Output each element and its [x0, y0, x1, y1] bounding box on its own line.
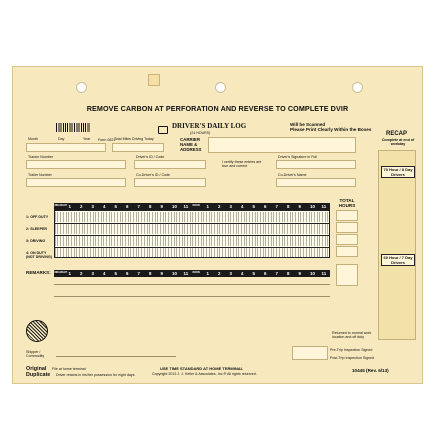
- binder-hole-left: [76, 82, 87, 93]
- recap-60-hour: 60 Hour / 7 Day Drivers: [381, 254, 415, 266]
- trailer-number-label: Trailer Number: [28, 173, 52, 177]
- shipper-line: [56, 356, 176, 357]
- form-number: Form 0821: [98, 138, 116, 142]
- total-miles-field[interactable]: [112, 143, 164, 152]
- recap-70-hour: 70 Hour / 8 Day Drivers: [381, 166, 415, 178]
- hour-label: 8: [287, 271, 290, 276]
- hour-label: 10: [172, 204, 177, 209]
- hour-label: 9: [160, 271, 163, 276]
- hour-label: 2: [218, 271, 221, 276]
- remarks-line-2: [54, 296, 330, 297]
- month-label: Month: [28, 137, 38, 141]
- log-subtitle: (24 HOURS): [190, 131, 211, 135]
- product-number: 10445 (Rev. 6/13): [352, 368, 389, 373]
- day-label: Day: [58, 137, 65, 141]
- trip-inspection-box[interactable]: [292, 346, 328, 360]
- carrier-label-2: NAME &: [180, 142, 198, 147]
- total-hours-label: TOTAL HOURS: [338, 198, 356, 208]
- hour-label: 11: [183, 271, 189, 276]
- hour-label: 5: [114, 204, 117, 209]
- pre-trip-label: Pre-Trip Inspection Signed: [330, 348, 373, 352]
- carrier-field[interactable]: [208, 137, 356, 153]
- shipper-label: Shipper / Commodity: [26, 350, 45, 358]
- hours-top: [54, 203, 330, 210]
- hour-label: 7: [275, 271, 278, 276]
- hour-label: 9: [298, 204, 301, 209]
- barcode: [56, 123, 90, 132]
- duplicate-note: Driver retains in his/her possession for eight days: [56, 373, 135, 377]
- log-grid[interactable]: [54, 210, 330, 258]
- hour-label: 1: [206, 204, 209, 209]
- tractor-number-label: Tractor Number: [28, 155, 54, 159]
- hour-label: 11: [321, 271, 327, 276]
- tractor-number-field[interactable]: [26, 160, 126, 169]
- hour-label: 3: [229, 271, 232, 276]
- carrier-label-3: ADDRESS: [180, 147, 202, 152]
- hour-label: 10: [310, 204, 315, 209]
- remarks-label: REMARKS:: [26, 270, 51, 275]
- original-label: Original: [26, 366, 47, 372]
- remarks-total-box[interactable]: [336, 264, 358, 286]
- carrier-label-1: CARRIER: [180, 137, 201, 142]
- hour-label: 1: [68, 271, 71, 276]
- feed-mark: [148, 74, 160, 86]
- row-label-off-duty: 1: OFF DUTY: [26, 215, 49, 219]
- log-title: DRIVER'S DAILY LOG: [172, 122, 247, 130]
- truck-logo-icon: [158, 126, 168, 134]
- hour-label: 2: [80, 271, 83, 276]
- post-trip-label: Post-Trip Inspection Signed: [330, 356, 375, 360]
- hour-label: 3: [91, 204, 94, 209]
- recap-panel: [378, 150, 416, 340]
- time-standard: USE TIME STANDARD AT HOME TERMINAL: [160, 366, 244, 371]
- co-driver-name-label: Co-Driver's Name: [278, 173, 307, 177]
- total-hours-boxes[interactable]: [336, 210, 358, 258]
- hour-label: 4: [103, 271, 106, 276]
- hour-label: 6: [126, 271, 129, 276]
- copyright: Copyright 2013 J. J. Keller & Associates, Inc.® All rights reserved.: [152, 372, 257, 376]
- hour-label: 4: [103, 204, 106, 209]
- hour-label: 9: [298, 271, 301, 276]
- duplicate-label: Duplicate: [26, 372, 51, 378]
- hour-label: NOON: [192, 271, 200, 274]
- returned-note: Returned to normal work location and off duty: [332, 331, 372, 339]
- hour-label: MID-NIGHT: [54, 271, 68, 274]
- co-driver-id-field[interactable]: [134, 178, 206, 187]
- driver-id-label: Driver's ID / Code: [136, 155, 165, 159]
- trailer-number-field[interactable]: [26, 178, 126, 187]
- hour-label: 3: [229, 204, 232, 209]
- row-label-on-duty: 4: ON DUTY (NOT DRIVING): [26, 251, 52, 259]
- hour-label: 5: [252, 204, 255, 209]
- hour-label: 11: [321, 204, 327, 209]
- hour-label: 10: [310, 271, 315, 276]
- co-driver-id-label: Co-Driver's ID / Code: [136, 173, 171, 177]
- header-title: REMOVE CARBON AT PERFORATION AND REVERSE TO COMPLETE DVIR: [86, 104, 349, 113]
- original-note: File at home terminal: [52, 367, 86, 371]
- hour-label: 7: [275, 204, 278, 209]
- remarks-line-1: [54, 284, 330, 285]
- hour-label: 6: [264, 271, 267, 276]
- hour-label: 1: [68, 204, 71, 209]
- hour-label: 9: [160, 204, 163, 209]
- binder-hole-center: [215, 82, 226, 93]
- hour-label: 4: [241, 271, 244, 276]
- hour-label: 2: [218, 204, 221, 209]
- hour-label: 8: [149, 204, 152, 209]
- hour-label: 6: [126, 204, 129, 209]
- hour-label: 1: [206, 271, 209, 276]
- certify-text: I certify these entries are true and correct: [222, 160, 262, 168]
- driver-signature-label: Driver's Signature in Full: [278, 155, 318, 159]
- driver-id-field[interactable]: [134, 160, 206, 169]
- row-label-sleeper: 2: SLEEPER: [26, 227, 47, 231]
- date-field[interactable]: [26, 143, 106, 152]
- hour-label: 4: [241, 204, 244, 209]
- hour-label: 2: [80, 204, 83, 209]
- hour-label: MID-NIGHT: [54, 204, 68, 207]
- hour-label: 7: [137, 271, 140, 276]
- recap-title: RECAP: [386, 131, 408, 137]
- hour-label: 7: [137, 204, 140, 209]
- hour-label: 6: [264, 204, 267, 209]
- hours-bottom: [54, 270, 330, 277]
- hour-label: NOON: [192, 204, 200, 207]
- hour-label: 5: [114, 271, 117, 276]
- binder-hole-right: [352, 82, 363, 93]
- driver-signature-field[interactable]: [276, 160, 356, 169]
- hour-label: 10: [172, 271, 177, 276]
- recap-subtitle: Complete at end of workday: [381, 138, 415, 146]
- hour-label: 3: [91, 271, 94, 276]
- hour-label: 8: [287, 204, 290, 209]
- scan-note-1: Will be Scanned: [290, 122, 326, 127]
- hour-label: 8: [149, 271, 152, 276]
- seal-icon: [26, 320, 48, 342]
- co-driver-name-field[interactable]: [276, 178, 356, 187]
- total-miles-label: Total Miles Driving Today: [114, 137, 154, 141]
- hour-label: 11: [183, 204, 189, 209]
- row-label-driving: 3: DRIVING: [26, 239, 46, 243]
- year-label: Year: [83, 137, 91, 141]
- hour-label: 5: [252, 271, 255, 276]
- scan-note-2: Please Print Clearly Within the Boxes: [290, 127, 372, 132]
